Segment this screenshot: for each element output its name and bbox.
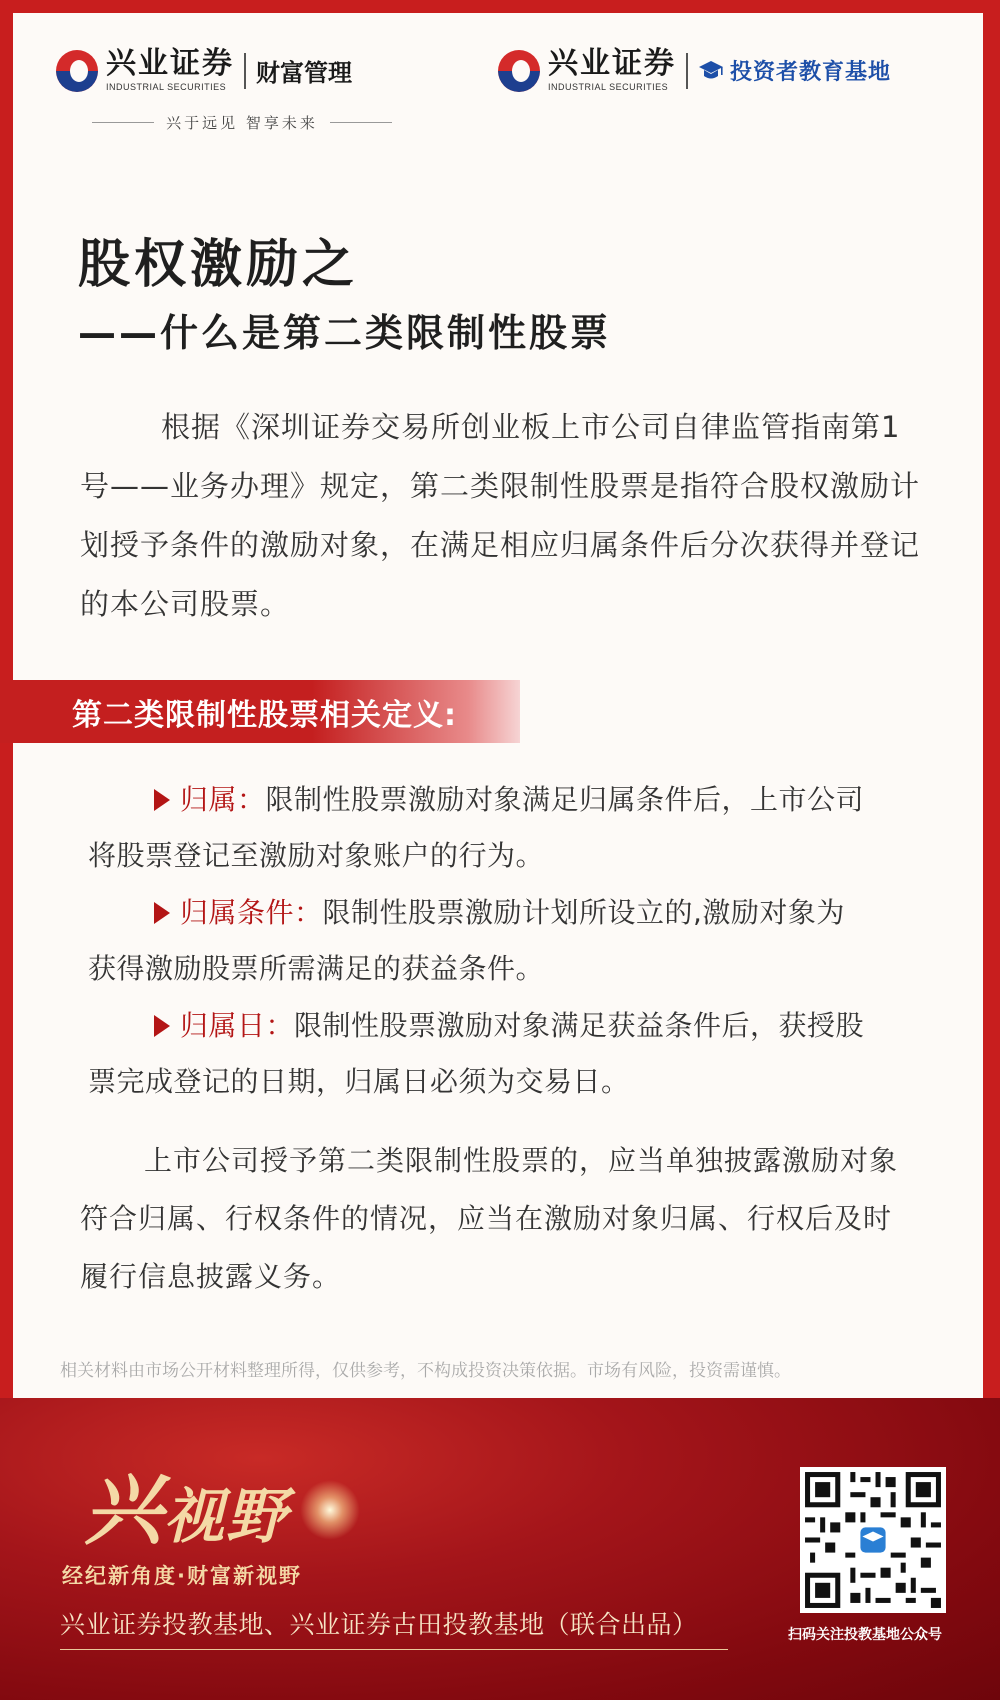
definition-text: 限制性股票激励对象满足归属条件后，上市公司 xyxy=(265,783,865,816)
disclaimer: 相关材料由市场公开材料整理所得，仅供参考，不构成投资决策依据。市场有风险，投资需谨慎。 xyxy=(60,1361,791,1381)
definition-list xyxy=(88,772,918,1111)
triangle-bullet-icon xyxy=(154,789,170,811)
definition-text-cont: 将股票登记至激励对象账户的行为。 xyxy=(88,839,545,872)
logo-industrial-securities-edu xyxy=(498,48,891,93)
definition-item xyxy=(88,772,918,884)
footer-divider xyxy=(60,1649,728,1650)
sparkle-icon xyxy=(300,1480,360,1540)
logo-divider xyxy=(686,53,688,89)
footer-brand-char: 兴 xyxy=(84,1466,165,1556)
definition-item xyxy=(88,998,918,1110)
intro-paragraph: 根据《深圳证券交易所创业板上市公司自律监管指南第1号——业务办理》规定，第二类限制性股票是指符合股权激励计划授予条件的激励对象，在满足相应归属条件后分次获得并登记的本公司股票。 xyxy=(80,410,921,621)
logo-divider xyxy=(244,53,246,89)
triangle-bullet-icon xyxy=(154,902,170,924)
slogan xyxy=(92,112,392,133)
definition-term: 归属条件： xyxy=(180,896,323,929)
section-heading: 第二类限制性股票相关定义: xyxy=(72,698,457,733)
logo-name-en: INDUSTRIAL SECURITIES xyxy=(548,82,669,92)
qr-code-icon xyxy=(800,1467,946,1613)
definition-term: 归属日： xyxy=(180,1009,295,1042)
qr-caption: 扫码关注投教基地公众号 xyxy=(788,1627,942,1643)
logo-sub-wealth: 财富管理 xyxy=(256,58,352,87)
definition-text: 限制性股票激励计划所设立的,激励对象为 xyxy=(322,896,845,929)
definition-term: 归属： xyxy=(180,783,266,816)
footer-brand-rest: 视野 xyxy=(164,1482,289,1552)
page-title: 股权激励之 xyxy=(78,235,359,295)
footer-producers: 兴业证券投教基地、兴业证券古田投教基地（联合出品） xyxy=(60,1610,698,1639)
graduation-cap-icon xyxy=(698,59,724,83)
brand-mark-icon xyxy=(56,50,98,92)
definition-item xyxy=(88,885,918,997)
logo-name-en: INDUSTRIAL SECURITIES xyxy=(106,82,227,92)
definition-text-cont: 票完成登记的日期，归属日必须为交易日。 xyxy=(88,1065,630,1098)
footer-tagline: 经纪新角度·财富新视野 xyxy=(62,1564,302,1588)
logo-industrial-securities-wealth xyxy=(56,48,352,93)
logo-sub-edu-base: 投资者教育基地 xyxy=(730,60,892,85)
logo-name-cn: 兴业证券 xyxy=(548,46,676,81)
triangle-bullet-icon xyxy=(154,1015,170,1037)
closing-paragraph: 上市公司授予第二类限制性股票的，应当单独披露激励对象符合归属、行权条件的情况，应当在激励对象归属、行权后及时履行信息披露义务。 xyxy=(80,1144,899,1293)
brand-mark-icon xyxy=(498,50,540,92)
footer-brand xyxy=(84,1448,288,1560)
page-subtitle: ——什么是第二类限制性股票 xyxy=(78,311,612,355)
slogan-text: 兴于远见 智享未来 xyxy=(166,114,318,132)
definition-text: 限制性股票激励对象满足获益条件后，获授股 xyxy=(294,1009,865,1042)
logo-name-cn: 兴业证券 xyxy=(106,46,234,81)
definition-text-cont: 获得激励股票所需满足的获益条件。 xyxy=(88,952,545,985)
qr-code[interactable] xyxy=(800,1467,946,1613)
